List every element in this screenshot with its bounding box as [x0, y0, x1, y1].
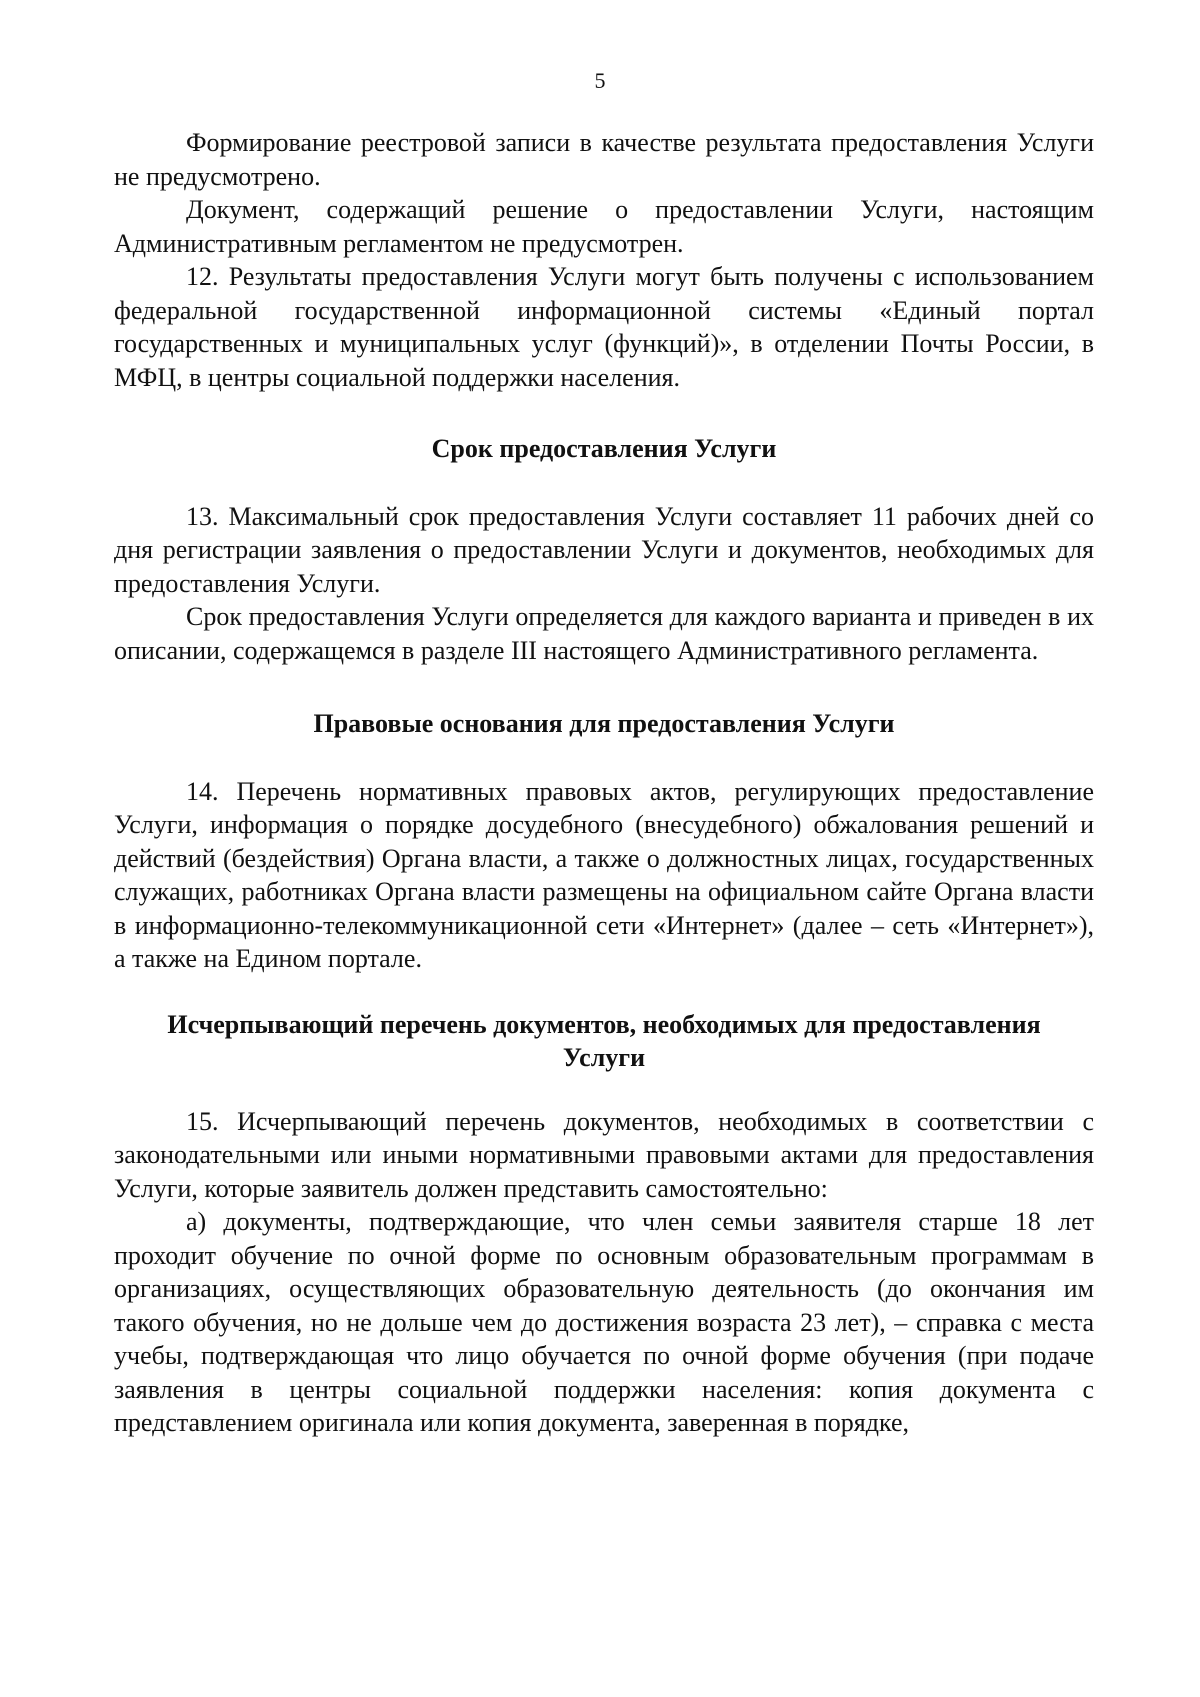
page-number: 5 [594, 68, 606, 93]
paragraph: Формирование реестровой записи в качестве результата предоставления Услуги не предусмотрено. [114, 128, 1094, 191]
section-heading: Исчерпывающий перечень документов, необходимых для предоставления Услуги [167, 1009, 1041, 1072]
paragraph: 13. Максимальный срок предоставления Услуги составляет 11 рабочих дней со дня регистрации заявления о предоставлении Услуги и документов, необходимых для предоставления Услуги. [114, 501, 1094, 598]
section-heading: Срок предоставления Услуги [431, 434, 777, 463]
section-heading: Правовые основания для предоставления Услуги [313, 709, 895, 738]
paragraph: а) документы, подтверждающие, что член семьи заявителя старше 18 лет проходит обучение по очной форме по основным образовательным программам в организациях, осуществляющих образовательную деятельность (до окончания им такого обучения, но не дольше чем до достижения возраста 23 лет), – справка с места учебы, подтверждающая что лицо обучается по очной форме обучения (при подаче заявления в центры социальной поддержки населения: копия документа с представлением оригинала или копия документа, заверенная в порядке, [114, 1207, 1094, 1437]
document-body [114, 126, 1094, 1440]
paragraph: Документ, содержащий решение о предоставлении Услуги, настоящим Административным регламентом не предусмотрен. [114, 195, 1094, 258]
paragraph: 14. Перечень нормативных правовых актов, регулирующих предоставление Услуги, информация о порядке досудебного (внесудебного) обжалования решений и действий (бездействия) Органа власти, а также о должностных лицах, государственных служащих, работниках Органа власти размещены на официальном сайте Органа власти в информационно-телекоммуникационной сети «Интернет» (далее – сеть «Интернет»), а также на Едином портале. [114, 776, 1094, 973]
paragraph: 15. Исчерпывающий перечень документов, необходимых в соответствии с законодательными или иными нормативными правовыми актами для предоставления Услуги, которые заявитель должен представить самостоятельно: [114, 1106, 1094, 1203]
paragraph: 12. Результаты предоставления Услуги могут быть получены с использованием федеральной государственной информационной системы «Единый портал государственных и муниципальных услуг (функций)», в отделении Почты России, в МФЦ, в центры социальной поддержки населения. [114, 262, 1094, 392]
paragraph: Срок предоставления Услуги определяется для каждого варианта и приведен в их описании, содержащемся в разделе III настоящего Административного регламента. [114, 602, 1094, 665]
